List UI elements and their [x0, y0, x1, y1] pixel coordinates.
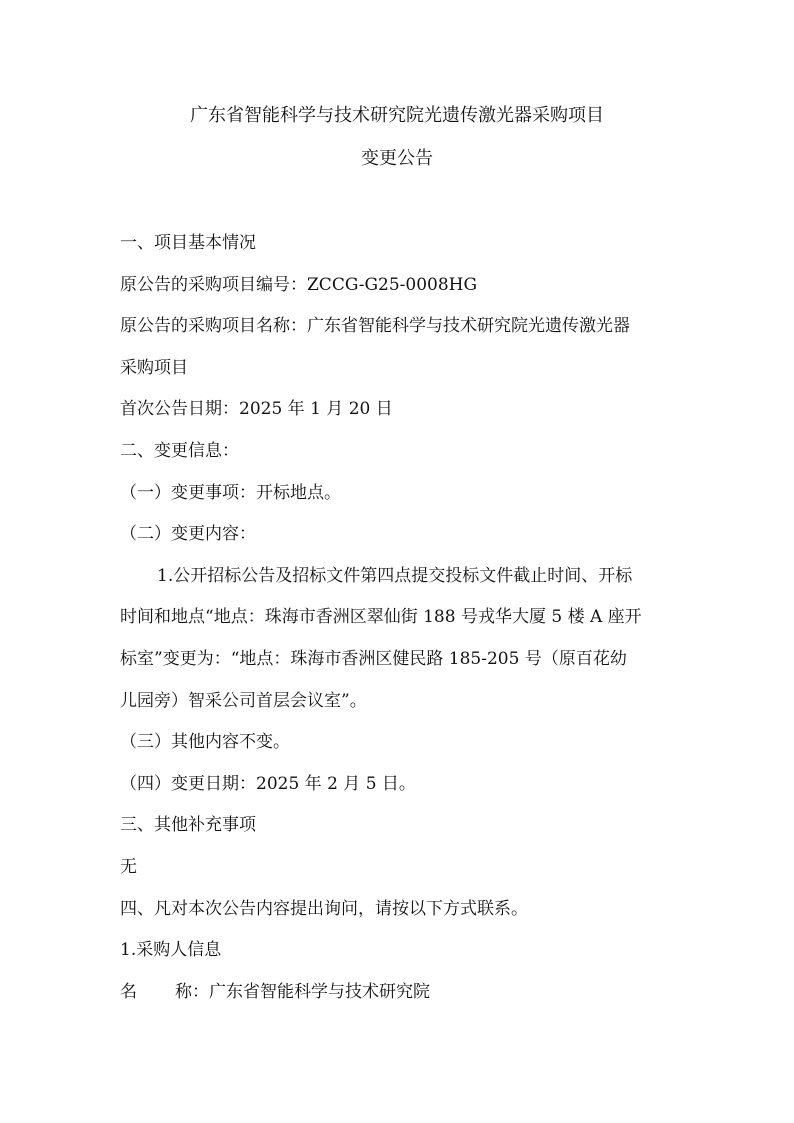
change-content-line-1: 1.公开招标公告及招标文件第四点提交投标文件截止时间、开标 [157, 565, 633, 586]
buyer-info-heading: 1.采购人信息 [120, 940, 222, 961]
project-number: 原公告的采购项目编号：ZCCG-G25-0008HG [120, 274, 478, 295]
other-content-unchanged: （三）其他内容不变。 [120, 732, 290, 753]
section-heading-change-info: 二、变更信息： [120, 440, 239, 461]
supplementary-none: 无 [120, 856, 137, 877]
buyer-name-label: 名 [120, 981, 137, 1002]
buyer-name-value: 称：广东省智能科学与技术研究院 [175, 981, 430, 1002]
project-name-line-1: 原公告的采购项目名称：广东省智能科学与技术研究院光遗传激光器 [120, 316, 630, 337]
document-body [120, 229, 680, 1019]
document-title: 广东省智能科学与技术研究院光遗传激光器采购项目 [190, 105, 604, 126]
document-subtitle: 变更公告 [361, 148, 433, 169]
change-content-heading: （二）变更内容： [120, 524, 256, 545]
first-announcement-date: 首次公告日期：2025 年 1 月 20 日 [120, 399, 393, 420]
change-item: （一）变更事项：开标地点。 [120, 482, 341, 503]
project-name-line-2: 采购项目 [120, 357, 188, 378]
section-heading-supplementary: 三、其他补充事项 [120, 815, 256, 836]
change-date: （四）变更日期：2025 年 2 月 5 日。 [120, 773, 416, 794]
section-heading-basic-info: 一、项目基本情况 [120, 233, 256, 253]
buyer-name-row [120, 978, 680, 1020]
change-content-line-3: 标室”变更为：“地点：珠海市香洲区健民路 185-205 号（原百花幼 [120, 648, 627, 669]
section-heading-contact: 四、凡对本次公告内容提出询问，请按以下方式联系。 [120, 898, 528, 919]
change-content-line-4: 儿园旁）智采公司首层会议室”。 [120, 690, 367, 711]
change-content-line-2: 时间和地点“地点：珠海市香洲区翠仙街 188 号戎华大厦 5 楼 A 座开 [120, 607, 642, 628]
